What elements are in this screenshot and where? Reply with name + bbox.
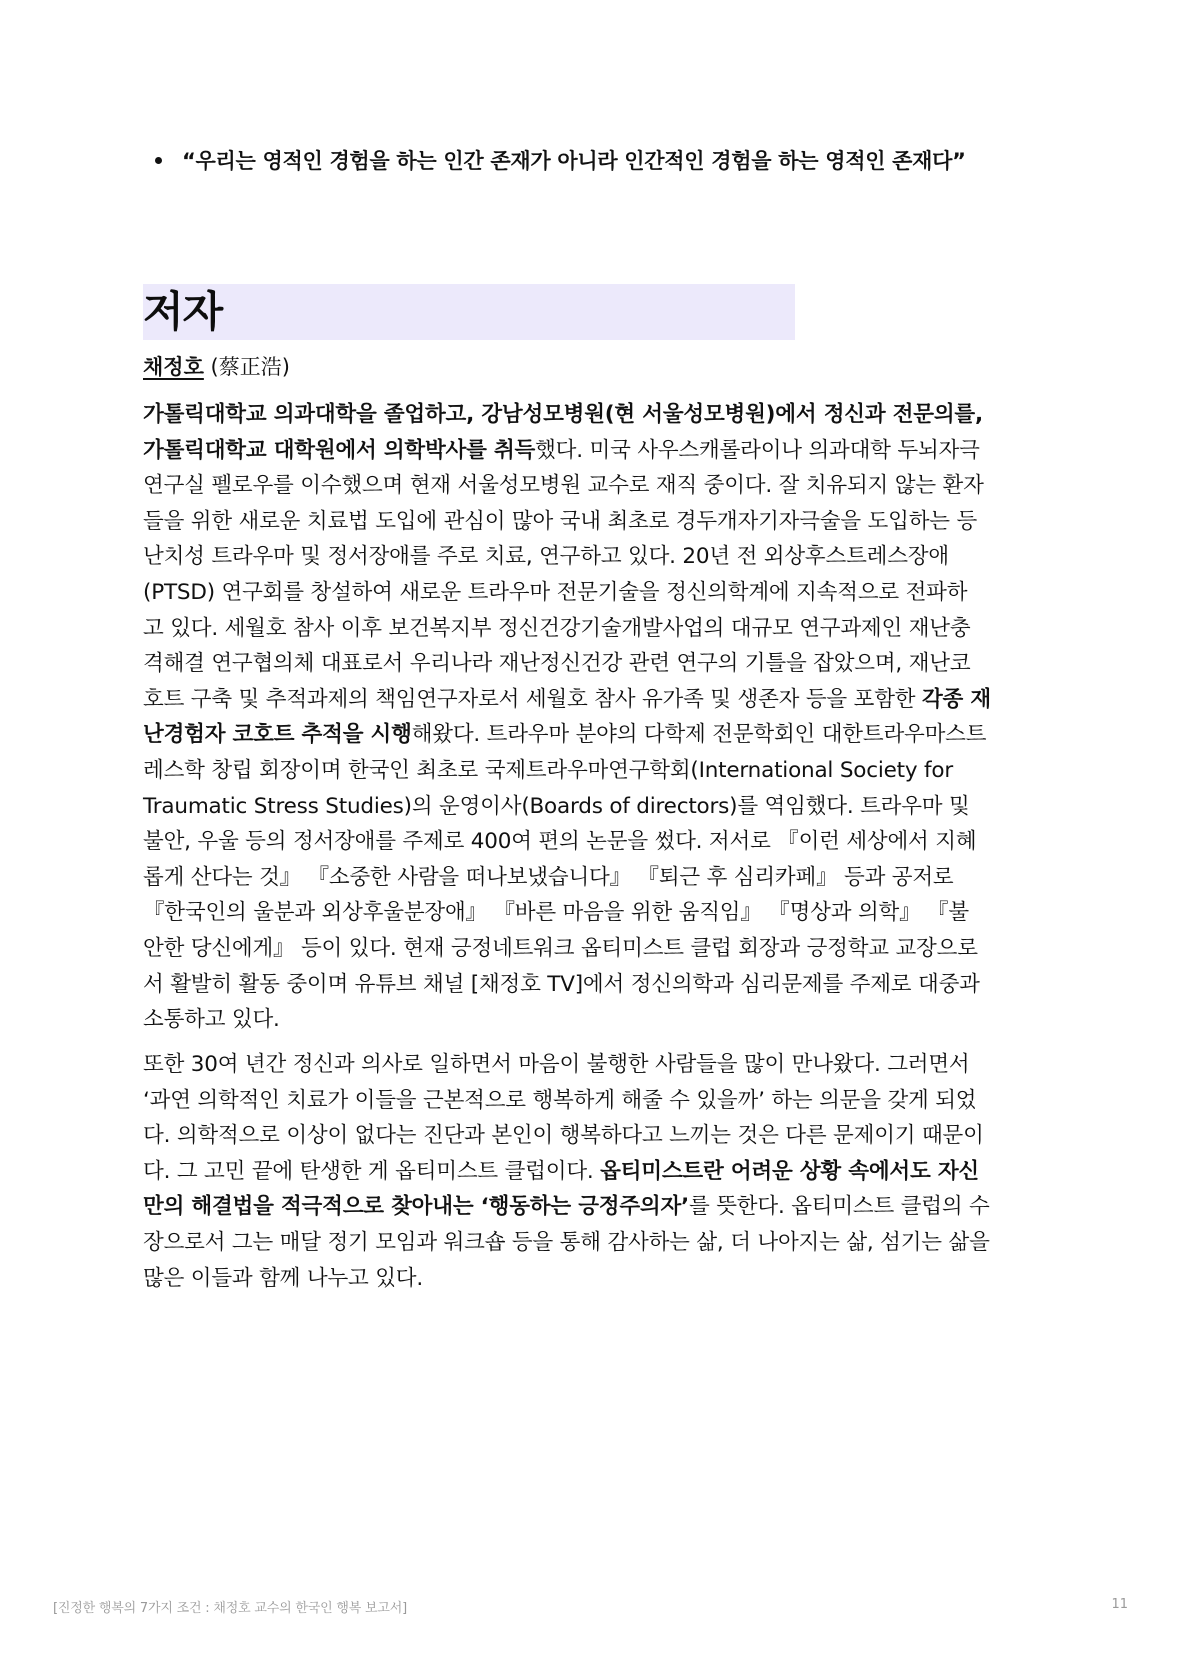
- section-heading: 저자: [143, 287, 223, 336]
- text-line: [143, 1002, 1043, 1038]
- text-line: [143, 1047, 1043, 1083]
- text-line: [143, 1154, 1043, 1190]
- text-line: [143, 789, 1043, 825]
- text-line: [143, 1225, 1043, 1261]
- text-line: [143, 895, 1043, 931]
- text-run: 했다. 미국 사우스캐롤라이나 의과대학 두뇌자극: [535, 437, 980, 463]
- text-run: 다. 그 고민 끝에 탄생한 게 옵티미스트 클럽이다.: [143, 1158, 601, 1184]
- text-run: 또한 30여 년간 정신과 의사로 일하면서 마음이 불행한 사람들을 많이 만나왔다. 그러면서: [143, 1052, 970, 1077]
- bold-run: 각종 재: [921, 686, 991, 712]
- text-line: [143, 575, 1043, 611]
- text-line: [143, 611, 1043, 647]
- text-run: 다. 의학적으로 이상이 없다는 진단과 본인이 행복하다고 느끼는 것은 다른 문제이기 때문이: [143, 1123, 984, 1149]
- text-line: [143, 753, 1043, 789]
- text-line: [143, 860, 1043, 896]
- bold-run: 옵티미스트란 어려운 상황 속에서도 자신: [600, 1158, 979, 1184]
- bio-paragraph-1: [143, 397, 1043, 1038]
- text-run: 안한 당신에게』 등이 있다. 현재 긍정네트워크 옵티미스트 클럽 회장과 긍정학교 교장으로: [143, 935, 978, 961]
- bullet-dot: [155, 157, 162, 164]
- author-hanja: (蔡正浩): [203, 355, 290, 379]
- text-run: ‘과연 의학적인 치료가 이들을 근본적으로 행복하게 해줄 수 있을까’ 하는 의문을 갖게 되었: [143, 1087, 977, 1113]
- text-run: 해왔다. 트라우마 분야의 다학제 전문학회인 대한트라우마스트: [411, 722, 987, 748]
- text-run: 서 활발히 활동 중이며 유튜브 채널 [채정호 TV]에서 정신의학과 심리문제를 주제로 대중과: [143, 971, 980, 997]
- text-run: 들을 위한 새로운 치료법 도입에 관심이 많아 국내 최초로 경두개자기자극술을 도입하는 등: [143, 508, 978, 534]
- text-line: [143, 504, 1043, 540]
- text-run: 호트 구축 및 추적과제의 책임연구자로서 세월호 참사 유가족 및 생존자 등을 포함한: [143, 686, 922, 712]
- text-run: 난치성 트라우마 및 정서장애를 주로 치료, 연구하고 있다. 20년 전 외상후스트레스장애: [143, 544, 949, 570]
- text-line: [143, 1189, 1043, 1225]
- section-heading-highlight: [143, 284, 795, 340]
- text-run: 소통하고 있다.: [143, 1007, 280, 1033]
- page-number: 11: [1111, 1597, 1128, 1612]
- bold-run: 가톨릭대학교 의과대학을 졸업하고, 강남성모병원(현 서울성모병원)에서 정신과 전문의를,: [143, 402, 983, 427]
- text-run: (PTSD) 연구회를 창설하여 새로운 트라우마 전문기술을 정신의학계에 지속적으로 전파하: [143, 579, 968, 605]
- text-line: [143, 1261, 1043, 1297]
- bold-run: 가톨릭대학교 대학원에서 의학박사를 취득: [143, 437, 536, 463]
- bold-run: 난경험자 코호트 추적을 시행: [143, 722, 412, 748]
- text-line: [143, 682, 1043, 718]
- text-run: 많은 이들과 함께 나누고 있다.: [143, 1265, 424, 1291]
- bio-paragraph-2: [143, 1047, 1043, 1296]
- text-run: Traumatic Stress Studies)의 운영이사(Boards of directors)를 역임했다. 트라우마 및: [143, 793, 970, 819]
- text-line: [143, 824, 1043, 860]
- text-line: [143, 397, 1043, 433]
- text-line: [143, 433, 1043, 469]
- text-line: [143, 539, 1043, 575]
- quote-text: “우리는 영적인 경험을 하는 인간 존재가 아니라 인간적인 경험을 하는 영적인 존재다”: [182, 149, 966, 173]
- text-line: [143, 646, 1043, 682]
- text-run: 레스학 창립 회장이며 한국인 최초로 국제트라우마연구학회(International Society for: [143, 757, 954, 783]
- text-run: 격해결 연구협의체 대표로서 우리나라 재난정신건강 관련 연구의 기틀을 잡았으며, 재난코: [143, 651, 971, 677]
- text-run: 불안, 우울 등의 정서장애를 주제로 400여 편의 논문을 썼다. 저서로 『이런 세상에서 지혜: [143, 829, 977, 855]
- text-run: 장으로서 그는 매달 정기 모임과 워크숍 등을 통해 감사하는 삶, 더 나아지는 삶, 섬기는 삶을: [143, 1229, 990, 1255]
- author-name: 채정호: [143, 355, 204, 379]
- text-line: [143, 1083, 1043, 1119]
- text-run: 롭게 산다는 것』 『소중한 사람을 떠나보냈습니다』 『퇴근 후 심리카페』 등과 공저로: [143, 864, 954, 890]
- text-line: [143, 1118, 1043, 1154]
- bold-run: 만의 해결법을 적극적으로 찾아내는 ‘행동하는 긍정주의자’: [143, 1194, 690, 1220]
- text-line: [143, 967, 1043, 1003]
- author-line: [143, 352, 290, 382]
- quote-bullet-item: [155, 145, 1055, 175]
- footer-book-title: [진정한 행복의 7가지 조건 : 채정호 교수의 한국인 행복 보고서]: [53, 1601, 407, 1616]
- text-run: 고 있다. 세월호 참사 이후 보건복지부 정신건강기술개발사업의 대규모 연구과제인 재난충: [143, 615, 971, 641]
- text-run: 를 뜻한다. 옵티미스트 클럽의 수: [689, 1194, 990, 1220]
- text-line: [143, 931, 1043, 967]
- text-line: [143, 717, 1043, 753]
- text-run: 『한국인의 울분과 외상후울분장애』 『바른 마음을 위한 움직임』 『명상과 의학』 『불: [143, 900, 969, 926]
- text-line: [143, 468, 1043, 504]
- text-run: 연구실 펠로우를 이수했으며 현재 서울성모병원 교수로 재직 중이다. 잘 치유되지 않는 환자: [143, 473, 984, 499]
